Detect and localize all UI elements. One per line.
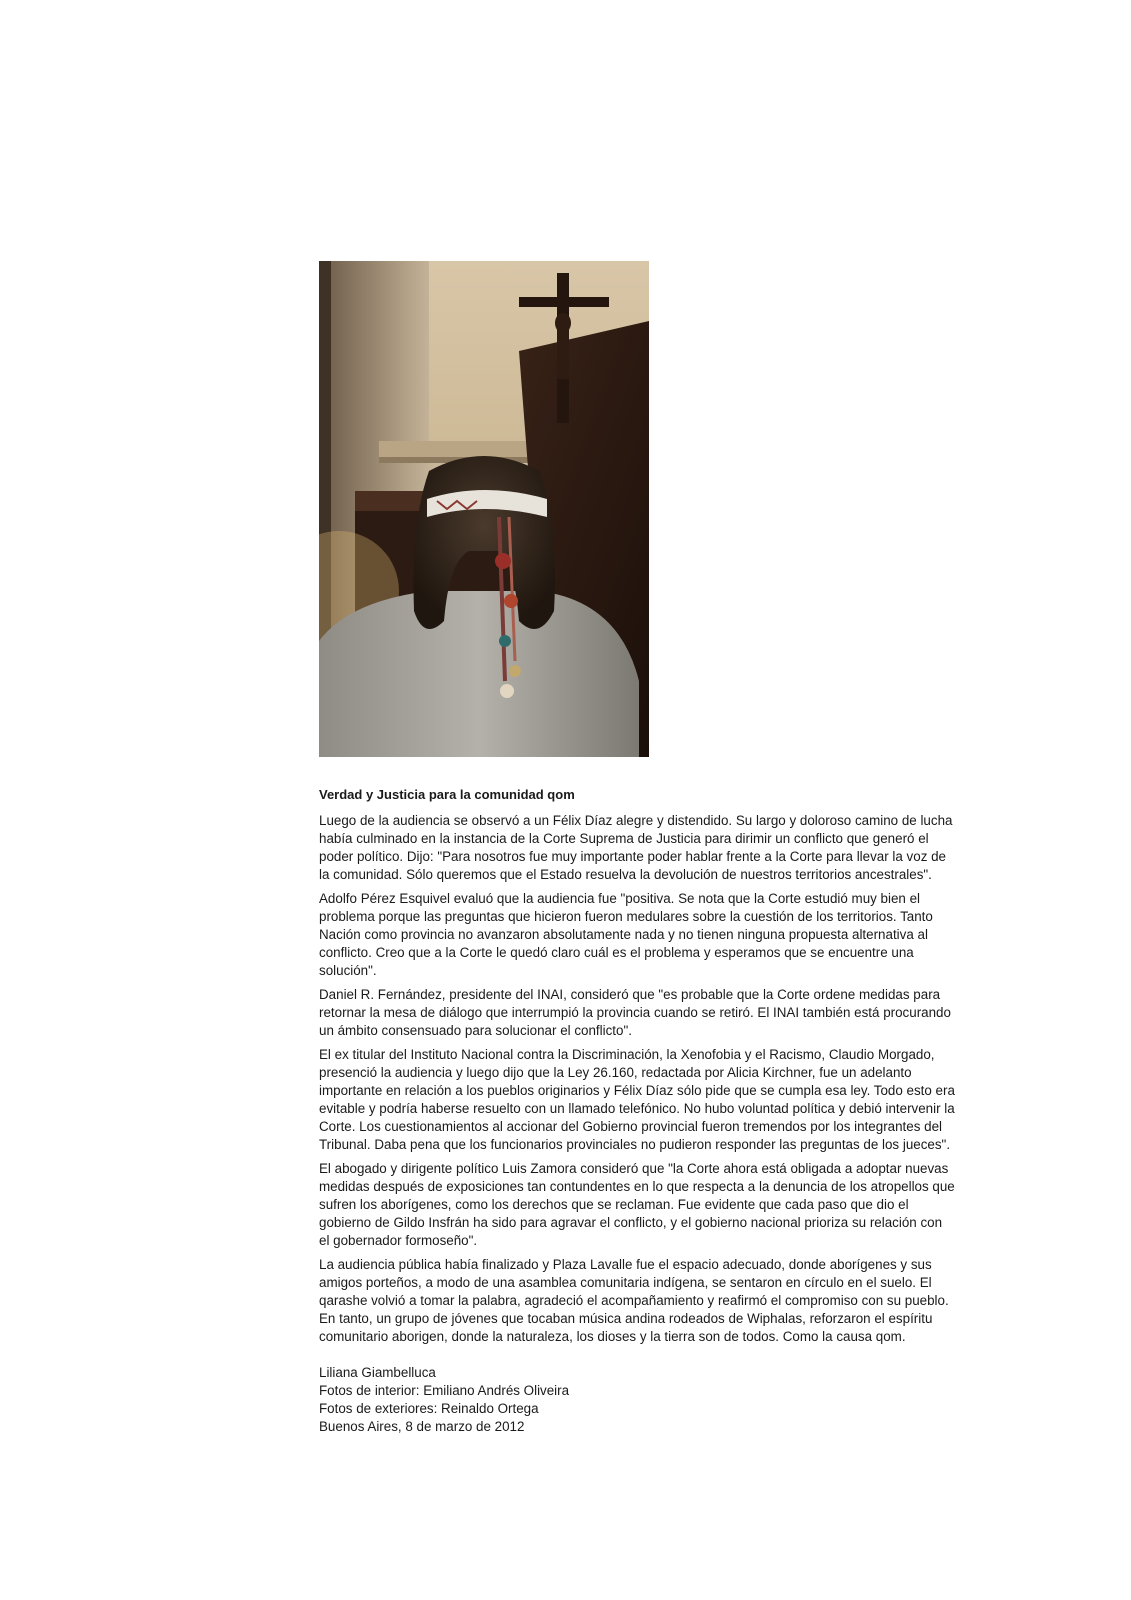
interior-photo-credit: Fotos de interior: Emiliano Andrés Oliveira	[319, 1383, 570, 1398]
article-credits	[319, 1364, 955, 1436]
photo-illustration	[319, 261, 649, 757]
article-paragraph: El abogado y dirigente político Luis Zamora consideró que "la Corte ahora está obligada a adoptar nuevas medidas después de exposiciones tan contundentes en lo que respecta a la denuncia de los atropellos que sufren los aborígenes, como los derechos que se reclaman. Fue evidente que cada paso que dio el gobierno de Gildo Insfrán ha sido para agravar el conflicto, y el gobierno nacional prioriza su relación con el gobernador formoseño".	[319, 1161, 955, 1248]
article-paragraph: Daniel R. Fernández, presidente del INAI, consideró que "es probable que la Corte ordene medidas para retornar la mesa de diálogo que interrumpió la provincia cuando se retiró. El INAI también está procurando un ámbito consensuado para solucionar el conflicto".	[319, 987, 951, 1038]
article	[319, 786, 955, 1436]
article-paragraph: Luego de la audiencia se observó a un Félix Díaz alegre y distendido. Su largo y doloroso camino de lucha había culminado en la instancia de la Corte Suprema de Justicia para dirimir un conflicto que generó el poder político. Dijo: "Para nosotros fue muy importante poder hablar frente a la Corte para llevar la voz de la comunidad. Sólo queremos que el Estado resuelva la devolución de nuestros territorios ancestrales".	[319, 813, 953, 882]
place-date: Buenos Aires, 8 de marzo de 2012	[319, 1419, 525, 1434]
article-headline: Verdad y Justicia para la comunidad qom	[319, 787, 575, 802]
article-paragraph: El ex titular del Instituto Nacional contra la Discriminación, la Xenofobia y el Racismo, Claudio Morgado, presenció la audiencia y luego dijo que la Ley 26.160, redactada por Alicia Kirchner, fue un adelanto importante en relación a los pueblos originarios y Félix Díaz sólo pide que se cumpla esa ley. Todo esto era evitable y podría haberse resuelto con un llamado telefónico. No hubo voluntad política y debió intervenir la Corte. Los cuestionamientos al accionar del Gobierno provincial fueron tremendos por los integrantes del Tribunal. Daba pena que los funcionarios provinciales no pudieron responder las preguntas de los jueces".	[319, 1047, 955, 1152]
exterior-photo-credit: Fotos de exteriores: Reinaldo Ortega	[319, 1401, 539, 1416]
article-paragraph: Adolfo Pérez Esquivel evaluó que la audiencia fue "positiva. Se nota que la Corte estudió muy bien el problema porque las preguntas que hicieron fueron medulares sobre la cuestión de los territorios. Tanto Nación como provincia no avanzaron absolutamente nada y no tienen ninguna propuesta alternativa al conflicto. Creo que a la Corte le quedó claro cuál es el problema y esperamos que se encuentre una solución".	[319, 891, 933, 978]
article-paragraph: La audiencia pública había finalizado y Plaza Lavalle fue el espacio adecuado, donde aborígenes y sus amigos porteños, a modo de una asamblea comunitaria indígena, se sentaron en círculo en el suelo. El qarashe volvió a tomar la palabra, agradeció el acompañamiento y reafirmó el compromiso con su pueblo. En tanto, un grupo de jóvenes que tocaban música andina rodeados de Wiphalas, reforzaron el espíritu comunitario aborigen, donde la naturaleza, los dioses y la tierra son de todos. Como la causa qom.	[319, 1257, 949, 1344]
author-name: Liliana Giambelluca	[319, 1365, 436, 1380]
article-photo	[319, 261, 649, 757]
